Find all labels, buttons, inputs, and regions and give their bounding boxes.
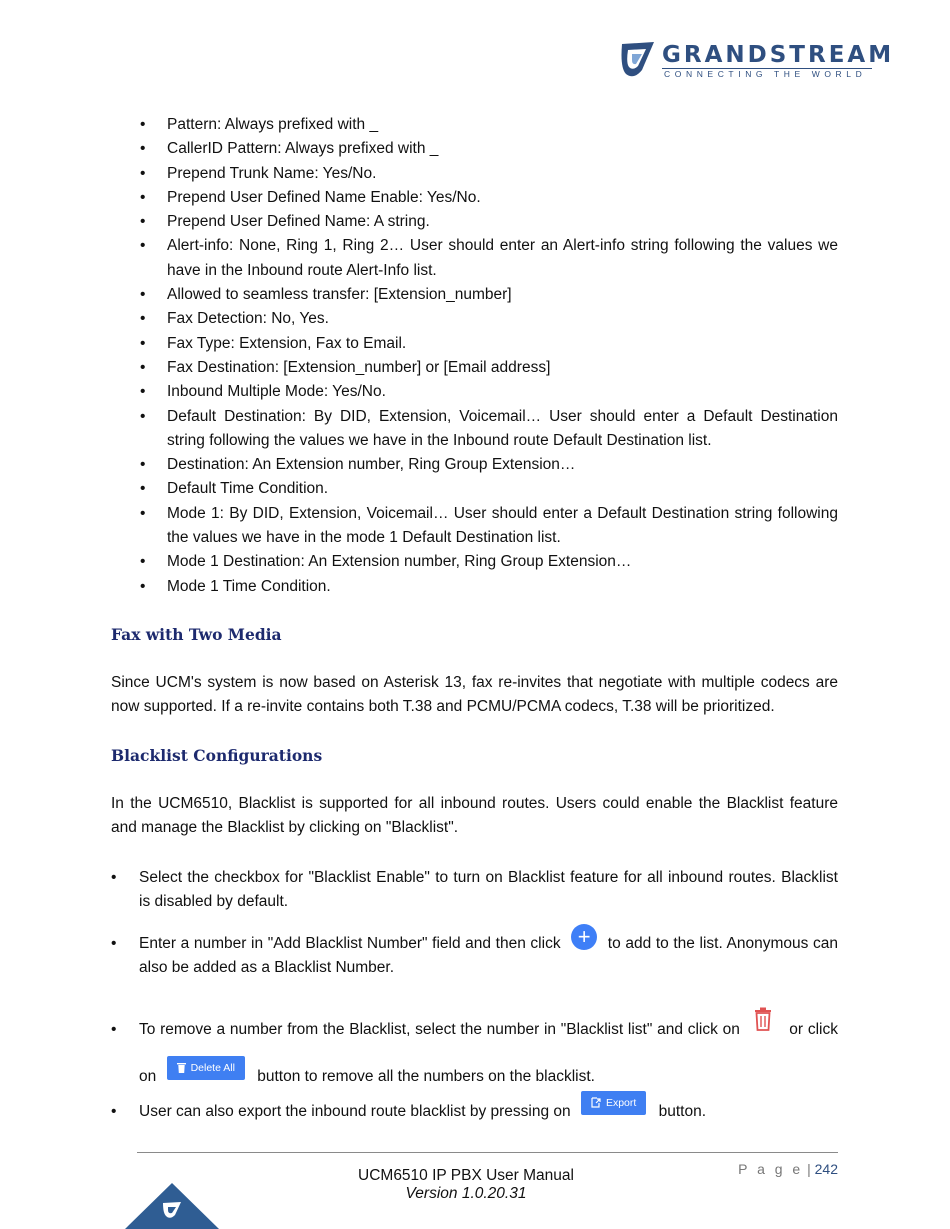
export-label: Export (605, 1096, 637, 1109)
list-item: • Fax Type: Extension, Fax to Email. (140, 332, 838, 356)
corner-logo-icon (125, 1183, 219, 1229)
list-item: • Prepend User Defined Name Enable: Yes/No. (140, 186, 838, 210)
list-item (111, 1096, 838, 1124)
grandstream-emblem-icon (620, 40, 658, 80)
page-number-label: P a g e | 242 (738, 1161, 838, 1177)
item-text: Enter a number in "Add Blacklist Number" field and then click (139, 935, 566, 952)
list-item: • Prepend User Defined Name: A string. (140, 210, 838, 234)
item-text: User can also export the inbound route blacklist by pressing on (139, 1103, 575, 1120)
list-item: • Default Time Condition. (140, 477, 838, 501)
list-item (111, 923, 838, 981)
page-label-text: P a g e (738, 1161, 804, 1177)
list-item: • CallerID Pattern: Always prefixed with _ (140, 137, 838, 161)
delete-all-label: Delete All (190, 1061, 235, 1074)
item-text: button to remove all the numbers on the blacklist. (252, 1068, 595, 1085)
list-item: • Fax Detection: No, Yes. (140, 307, 838, 331)
fax-section-paragraph: Since UCM's system is now based on Asterisk 13, fax re-invites that negotiate with multiple codecs are now supported. If a re-invite contains both T.38 and PCMU/PCMA codecs, T.38 will be prioritized. (111, 674, 838, 716)
trash-icon (753, 1007, 773, 1031)
list-item: • Mode 1: By DID, Extension, Voicemail… User should enter a Default Destination string following the values we have in the mode 1 Default Destination list. (140, 502, 838, 551)
export-icon (591, 1097, 601, 1108)
list-item: • Mode 1 Time Condition. (140, 575, 838, 599)
list-item: • Inbound Multiple Mode: Yes/No. (140, 380, 838, 404)
list-item (111, 1006, 838, 1100)
list-item: • Select the checkbox for "Blacklist Enable" to turn on Blacklist feature for all inbound routes. Blacklist is disabled by default. (111, 866, 838, 915)
trash-icon (177, 1062, 186, 1073)
export-button (581, 1091, 646, 1115)
logo-wordmark: GRANDSTREAM (662, 42, 895, 68)
list-item: • Allowed to seamless transfer: [Extension_number] (140, 283, 838, 307)
add-button-icon: + (571, 924, 597, 950)
item-text: or click on (139, 1021, 838, 1085)
item-text: To remove a number from the Blacklist, select the number in "Blacklist list" and click on (139, 1021, 745, 1038)
delete-all-button (167, 1056, 245, 1080)
page-number: 242 (814, 1161, 838, 1177)
footer-manual-title: UCM6510 IP PBX User Manual (358, 1167, 574, 1184)
footer-divider (137, 1152, 838, 1153)
logo-tagline: CONNECTING THE WORLD (664, 69, 867, 79)
blacklist-section-heading: Blacklist Configurations (111, 746, 323, 765)
fax-section-heading: Fax with Two Media (111, 625, 282, 644)
list-item: • Alert-info: None, Ring 1, Ring 2… User should enter an Alert-info string following the values we have in the Inbound route Alert-Info list. (140, 234, 838, 283)
list-item: • Prepend Trunk Name: Yes/No. (140, 162, 838, 186)
item-text: to add to the list. Anonymous can also be added as a Blacklist Number. (139, 935, 838, 977)
footer-version: Version 1.0.20.31 (405, 1185, 527, 1202)
blacklist-section-paragraph: In the UCM6510, Blacklist is supported for all inbound routes. Users could enable the Blacklist feature and manage the Blacklist by clicking on "Blacklist". (111, 795, 838, 837)
list-item: • Default Destination: By DID, Extension, Voicemail… User should enter a Default Destination string following the values we have in the Inbound route Default Destination list. (140, 405, 838, 454)
grandstream-logo (620, 40, 895, 82)
inbound-route-attribute-list (140, 113, 838, 599)
list-item: • Destination: An Extension number, Ring Group Extension… (140, 453, 838, 477)
list-item: • Mode 1 Destination: An Extension number, Ring Group Extension… (140, 550, 838, 574)
list-item: • Pattern: Always prefixed with _ (140, 113, 838, 137)
list-item: • Fax Destination: [Extension_number] or [Email address] (140, 356, 838, 380)
item-text: button. (654, 1103, 707, 1120)
